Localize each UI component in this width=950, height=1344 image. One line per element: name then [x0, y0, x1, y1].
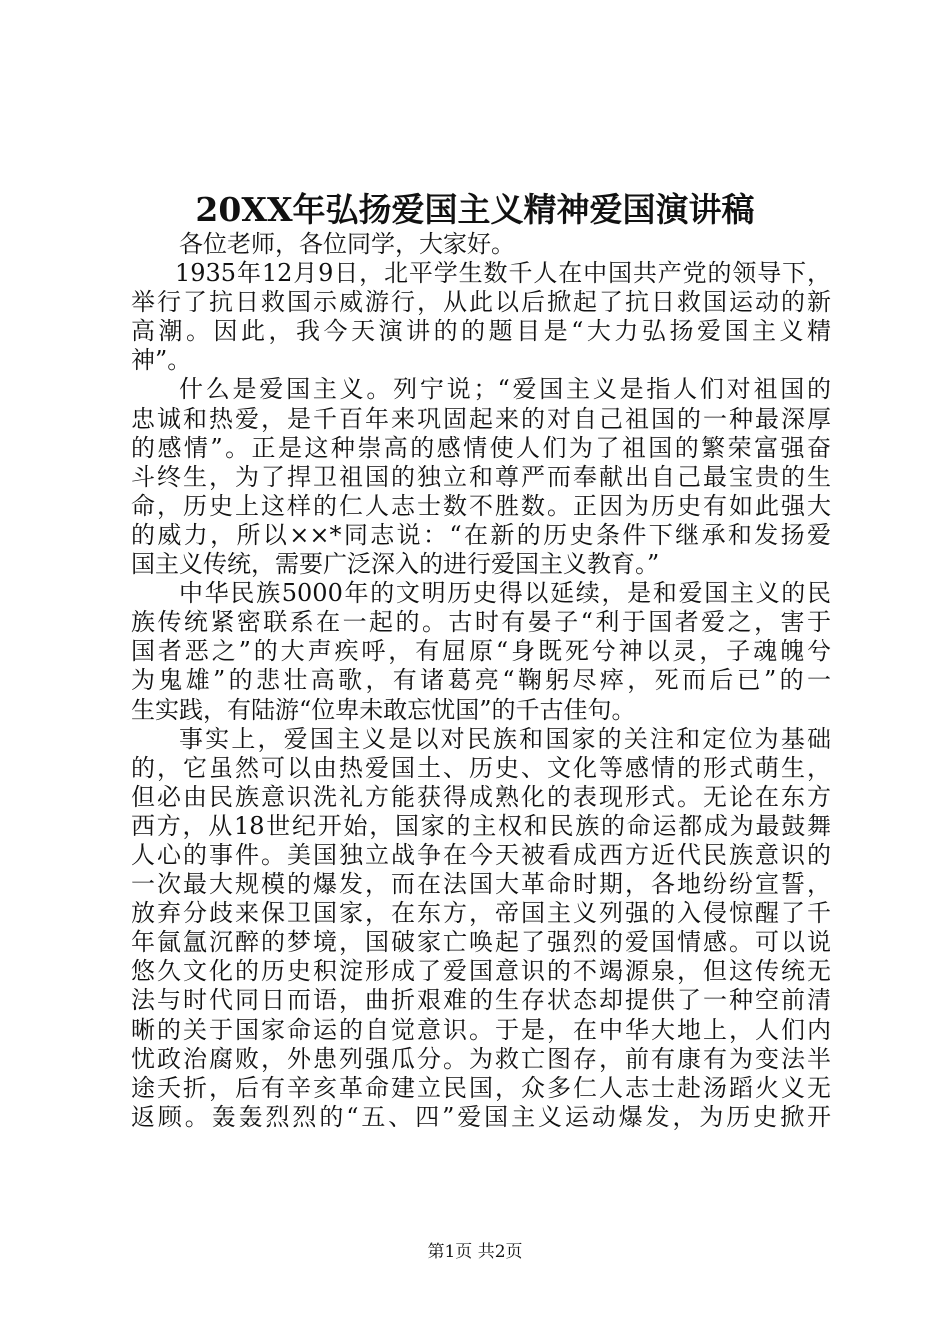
text-line: 命，历史上这样的仁人志士数不胜数。正因为历史有如此强大	[131, 491, 831, 520]
document-body	[131, 230, 831, 1132]
text-line: 各位老师，各位同学，大家好。	[179, 230, 515, 258]
text-line: 的感情”。正是这种崇高的感情使人们为了祖国的繁荣富强奋	[131, 433, 831, 462]
text-line: 事实上，爱国主义是以对民族和国家的关注和定位为基础	[179, 724, 831, 753]
text-line: 生实践，有陆游“位卑未敢忘忧国”的千古佳句。	[131, 695, 636, 724]
page-footer: 第1页 共2页	[427, 1242, 523, 1262]
text-line: 族传统紧密联系在一起的。古时有晏子“利于国者爱之，害于	[131, 608, 831, 637]
text-line: 什么是爱国主义。列宁说；“爱国主义是指人们对祖国的	[179, 375, 831, 404]
text-line: 为鬼雄”的悲壮高歌，有诸葛亮“鞠躬尽瘁，死而后已”的一	[131, 666, 831, 695]
text-line: 年氤氲沉醉的梦境，国破家亡唤起了强烈的爱国情感。可以说	[131, 928, 831, 957]
text-line: 举行了抗日救国示威游行，从此以后掀起了抗日救国运动的新	[131, 288, 831, 317]
text-line: 神”。	[131, 346, 192, 375]
text-line: 晰的关于国家命运的自觉意识。于是，在中华大地上，人们内	[131, 1015, 831, 1044]
text-line: 途夭折，后有辛亥革命建立民国，众多仁人志士赴汤蹈火义无	[131, 1073, 831, 1102]
text-line: 忠诚和热爱，是千百年来巩固起来的对自己祖国的一种最深厚	[131, 404, 831, 433]
text-line: 一次最大规模的爆发，而在法国大革命时期，各地纷纷宣誓，	[131, 870, 831, 899]
text-line: 的威力，所以××*同志说：“在新的历史条件下继承和发扬爱	[131, 520, 831, 549]
document-title: 20XX年弘扬爱国主义精神爱国演讲稿	[195, 190, 755, 229]
text-line: 西方，从18世纪开始，国家的主权和民族的命运都成为最鼓舞	[131, 811, 831, 840]
text-line: 斗终生，为了捍卫祖国的独立和尊严而奉献出自己最宝贵的生	[131, 462, 831, 491]
text-line: 国主义传统，需要广泛深入的进行爱国主义教育。”	[131, 550, 660, 579]
text-line: 人心的事件。美国独立战争在今天被看成西方近代民族意识的	[131, 840, 831, 869]
text-line: 放弃分歧来保卫国家，在东方，帝国主义列强的入侵惊醒了千	[131, 899, 831, 928]
text-line: 国者恶之”的大声疾呼，有屈原“身既死兮神以灵，子魂魄兮	[131, 637, 831, 666]
text-line: 1935年12月9日，北平学生数千人在中国共产党的领导下，	[175, 259, 831, 288]
text-line: 忧政治腐败，外患列强瓜分。为救亡图存，前有康有为变法半	[131, 1044, 831, 1073]
text-line: 高潮。因此，我今天演讲的的题目是“大力弘扬爱国主义精	[131, 317, 831, 346]
text-line: 法与时代同日而语，曲折艰难的生存状态却提供了一种空前清	[131, 986, 831, 1015]
text-line: 返顾。轰轰烈烈的“五、四”爱国主义运动爆发，为历史掀开	[131, 1102, 831, 1131]
text-line: 中华民族5000年的文明历史得以延续，是和爱国主义的民	[179, 579, 831, 608]
text-line: 的，它虽然可以由热爱国土、历史、文化等感情的形式萌生，	[131, 753, 831, 782]
text-line: 悠久文化的历史积淀形成了爱国意识的不竭源泉，但这传统无	[131, 957, 831, 986]
text-line: 但必由民族意识洗礼方能获得成熟化的表现形式。无论在东方	[131, 782, 831, 811]
